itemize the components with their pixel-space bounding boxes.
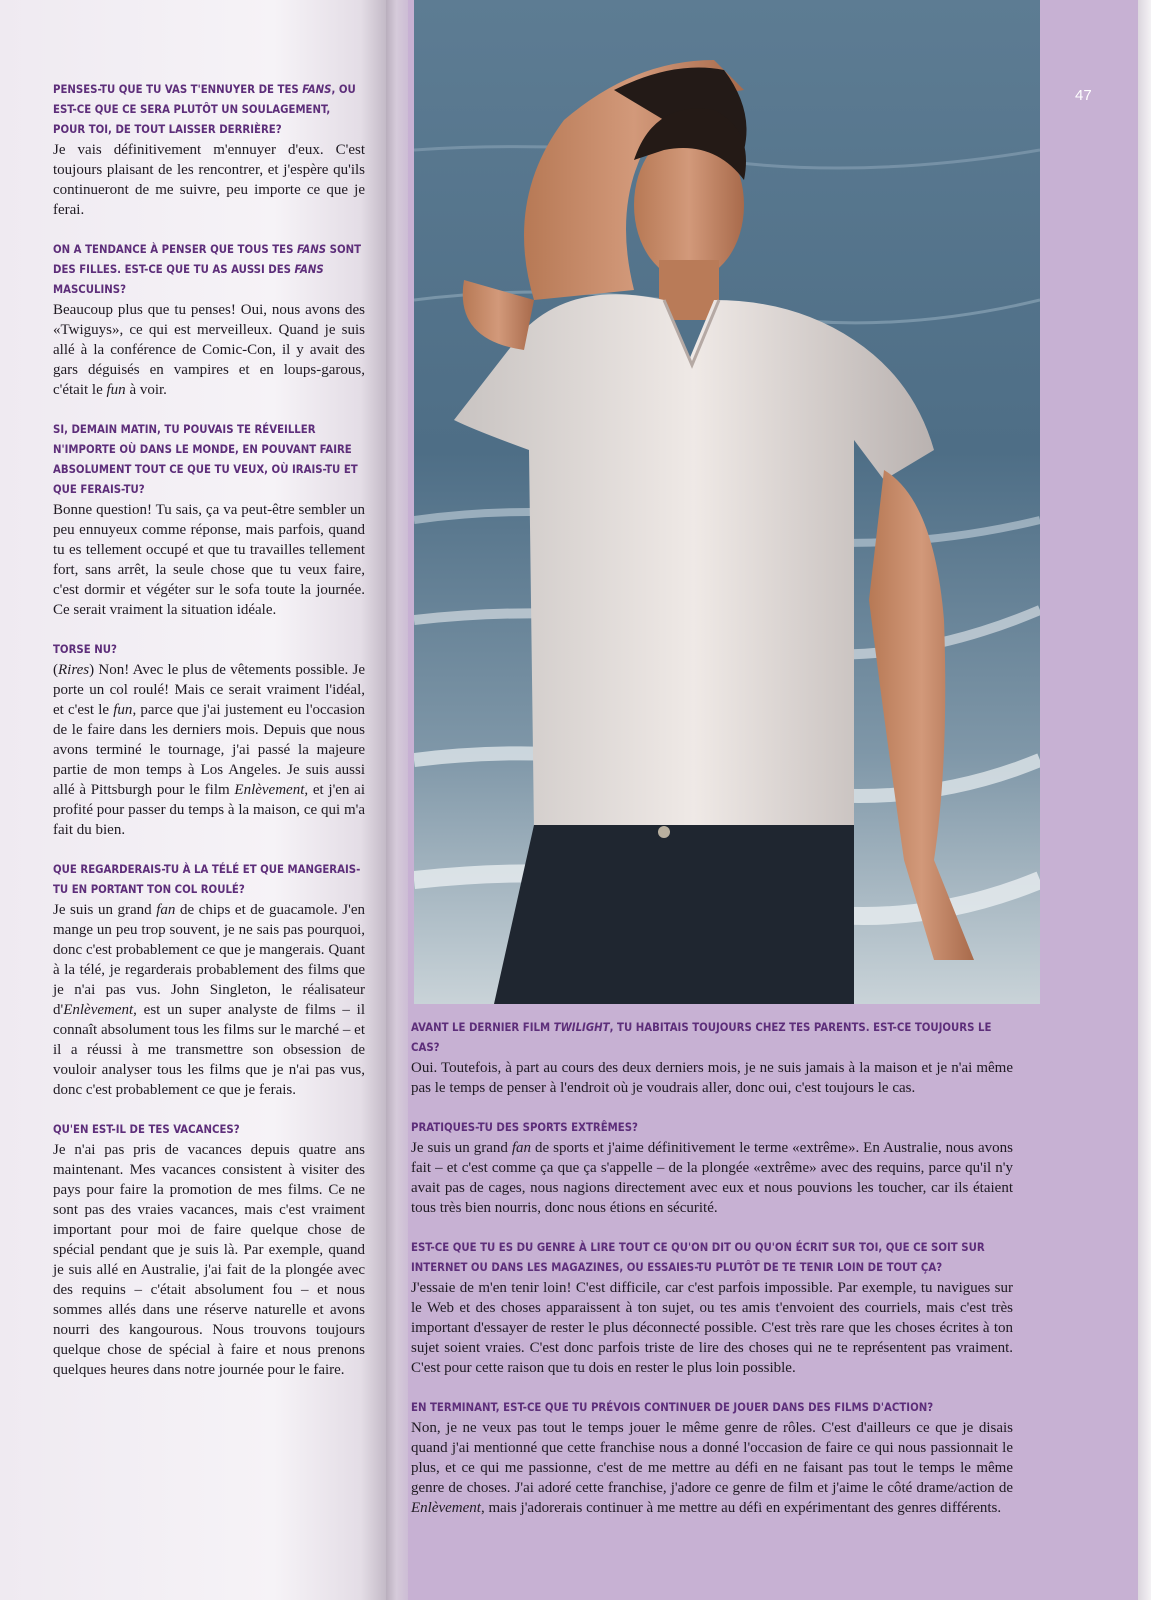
interview-question: EN TERMINANT, EST-CE QUE TU PRÉVOIS CONTINUER DE JOUER DANS DES FILMS D'ACTION? bbox=[411, 1401, 934, 1414]
interview-question: TORSE NU? bbox=[53, 643, 117, 656]
interview-question: SI, DEMAIN MATIN, TU POUVAIS TE RÉVEILLER N'IMPORTE OÙ DANS LE MONDE, EN POUVANT FAIRE ABSOLUMENT TOUT CE QUE TU VEUX, OÙ IRAIS-TU ET QUE FERAIS-TU? bbox=[53, 423, 358, 496]
interview-question: PENSES-TU QUE TU VAS T'ENNUYER DE TES FANS, OU EST-CE QUE CE SERA PLUTÔT UN SOULAGEMENT, POUR TOI, DE TOUT LAISSER DERRIÈRE? bbox=[53, 83, 356, 136]
interview-question: ON A TENDANCE À PENSER QUE TOUS TES FANS SONT DES FILLES. EST-CE QUE TU AS AUSSI DES FANS MASCULINS? bbox=[53, 243, 362, 296]
interview-question: QUE REGARDERAIS-TU À LA TÉLÉ ET QUE MANGERAIS-TU EN PORTANT TON COL ROULÉ? bbox=[53, 863, 361, 896]
interview-answer: Je n'ai pas pris de vacances depuis quatre ans maintenant. Mes vacances consistent à visiter des pays pour faire la promotion de mes films. Ce ne sont pas des vraies vacances, mais c'est vraiment important pour moi de faire quelque chose de spécial pendant que je suis là. Par exemple, quand je suis allé en Australie, j'ai fait de la plongée avec des requins – c'était absolument fou – et nous sommes allés dans une réserve naturelle et avons nourri des kangourous. Nous trouvons toujours quelque chose de spécial à faire et nous prenons quelques heures dans notre journée pour le faire. bbox=[53, 1142, 365, 1378]
interview-answer: Je suis un grand fan de sports et j'aime définitivement le terme «extrême». En Australie, nous avons fait – et c'est comme ça que ça s'appelle – de la plongée «extrême» avec des requins, parce qu'il n'y avait pas de cages, nous nagions directement avec eux et nous pouvions les toucher, car ils étaient tous très bien nourris, donc nous étions en sécurité. bbox=[411, 1140, 1013, 1216]
interview-answer: Oui. Toutefois, à part au cours des deux derniers mois, je ne suis jamais à la maison et je n'ai même pas le temps de penser à l'endroit où je voudrais aller, donc oui, c'est toujours le cas. bbox=[411, 1060, 1013, 1096]
interview-question: AVANT LE DERNIER FILM TWILIGHT, TU HABITAIS TOUJOURS CHEZ TES PARENTS. EST-CE TOUJOURS LE CAS? bbox=[411, 1021, 992, 1054]
beach-portrait-photo bbox=[414, 0, 1040, 1004]
interview-answer: (Rires) Non! Avec le plus de vêtements possible. Je porte un col roulé! Mais ce serait vraiment l'idéal, et c'est le fun, parce que j'ai justement eu l'occasion de le faire dans les derniers mois. Depuis que nous avons terminé le tournage, j'ai passé la majeure partie de mon temps à Los Angeles. Je suis aussi allé à Pittsburgh pour le film Enlèvement, et j'en ai profité pour passer du temps à la maison, ce qui m'a fait du bien. bbox=[53, 662, 365, 838]
right-interview-column bbox=[411, 1018, 1013, 1538]
interview-answer: Bonne question! Tu sais, ça va peut-être sembler un peu ennuyeux comme réponse, mais parfois, quand tu es tellement occupé et que tu travailles tellement fort, sans arrêt, la seule chose que tu veux faire, c'est dormir et végéter sur le sofa toute la journée. Ce serait vraiment la situation idéale. bbox=[53, 502, 365, 618]
interview-question: QU'EN EST-IL DE TES VACANCES? bbox=[53, 1123, 240, 1136]
page-number: 47 bbox=[1075, 87, 1092, 104]
interview-answer: Non, je ne veux pas tout le temps jouer le même genre de rôles. C'est d'ailleurs ce que je disais quand j'ai mentionné que cette franchise nous a donné l'occasion de faire ce qui nous passionnait le plus, et ce qui me passionne, c'est de me mettre au défi en ne faisant pas tout le temps le même genre de choses. J'ai adoré cette franchise, j'adore ce genre de film et j'aime le côté drame/action de Enlèvement, mais j'adorerais continuer à me mettre au défi en expérimentant des genres différents. bbox=[411, 1420, 1013, 1516]
left-interview-column bbox=[53, 80, 365, 1400]
interview-question: EST-CE QUE TU ES DU GENRE À LIRE TOUT CE QU'ON DIT OU QU'ON ÉCRIT SUR TOI, QUE CE SOIT SUR INTERNET OU DANS LES MAGAZINES, OU ESSAIES-TU PLUTÔT DE TE TENIR LOIN DE TOUT ÇA? bbox=[411, 1241, 985, 1274]
interview-answer: Beaucoup plus que tu penses! Oui, nous avons des «Twiguys», ce qui est merveilleux. Quand je suis allé à la conférence de Comic-Con, il y avait des gars déguisés en vampires et en loups-garous, c'était le fun à voir. bbox=[53, 302, 365, 398]
page-edge bbox=[1138, 0, 1151, 1600]
interview-answer: J'essaie de m'en tenir loin! C'est difficile, car c'est parfois impossible. Par exemple, tu navigues sur le Web et des choses apparaissent à ton sujet, ou tes amis t'envoient des courriels, mais c'est très important d'essayer de rester le plus déconnecté possible. C'est très rare que les choses écrites à ton sujet soient vraies. C'est donc parfois triste de lire des choses qui ne te représentent pas vraiment. C'est pour cette raison que tu dois en rester le plus loin possible. bbox=[411, 1280, 1013, 1376]
interview-answer: Je suis un grand fan de chips et de guacamole. J'en mange un peu trop souvent, je ne sais pas pourquoi, donc c'est probablement ce que je mangerais. Quant à la télé, je regarderais probablement des films que je n'ai pas vus. John Singleton, le réalisateur d'Enlèvement, est un super analyste de films – il connaît absolument tous les films sur le marché – et il a réussi à me transmettre son obsession de vouloir analyser tous les films que je n'ai pas vus, donc c'est probablement ce que je ferais. bbox=[53, 902, 365, 1098]
interview-question: PRATIQUES-TU DES SPORTS EXTRÊMES? bbox=[411, 1121, 638, 1134]
interview-answer: Je vais définitivement m'ennuyer d'eux. C'est toujours plaisant de les rencontrer, et j'espère qu'ils continueront de me suivre, peu importe ce que je ferai. bbox=[53, 142, 365, 218]
